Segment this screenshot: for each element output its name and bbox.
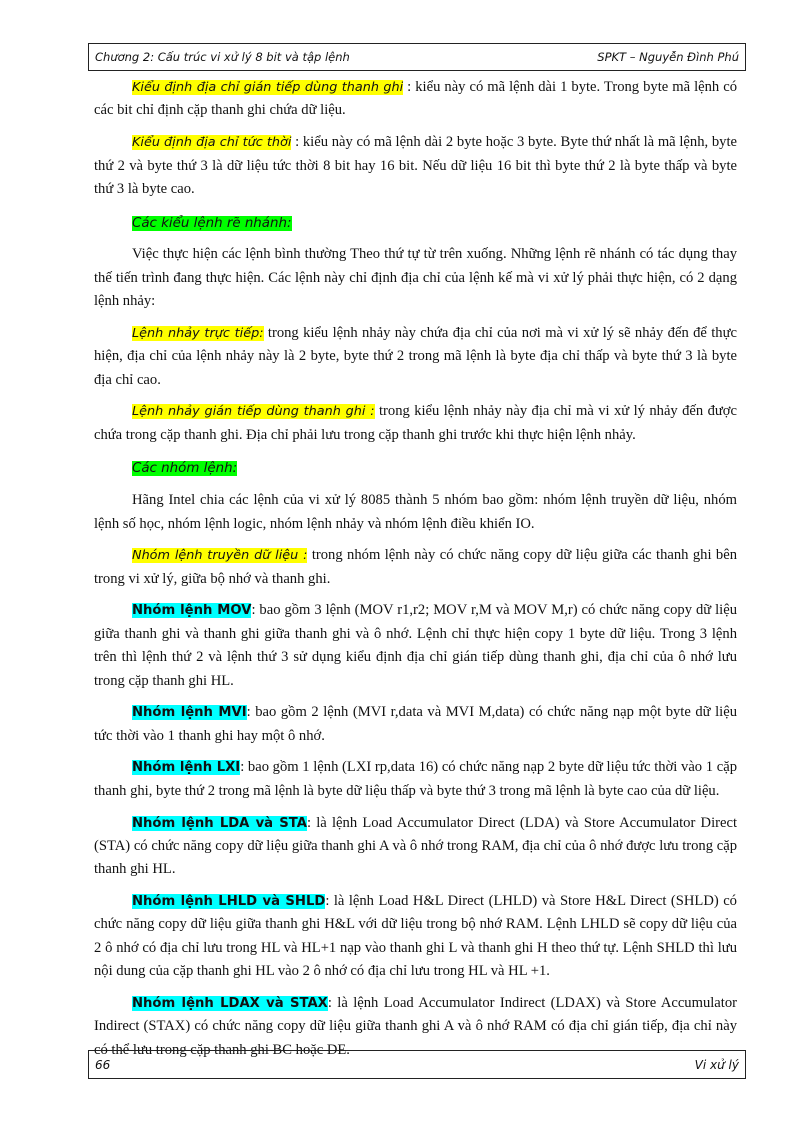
paragraph	[94, 599, 737, 693]
highlighted-term: Lệnh nhảy trực tiếp:	[132, 325, 264, 341]
paragraph-text: : là lệnh Load Accumulator Indirect (LDAX) và Store Accumulator Indirect (STAX) có chức năng copy dữ liệu giữa thanh ghi A và ô nhớ RAM có địa chỉ gián tiếp, địa chỉ này có thể lưu trong cặp thanh ghi BC hoặc DE.	[94, 994, 737, 1058]
page-header	[88, 43, 746, 71]
paragraph	[94, 76, 737, 123]
paragraph	[94, 890, 737, 984]
page-body	[94, 76, 737, 1070]
paragraph	[94, 544, 737, 591]
highlighted-term: Kiểu định địa chỉ gián tiếp dùng thanh ghi	[132, 80, 404, 95]
instruction-group-label: Nhóm lệnh LHLD và SHLD	[132, 894, 326, 910]
paragraph	[94, 812, 737, 882]
highlighted-term: Nhóm lệnh truyền dữ liệu :	[132, 548, 308, 564]
instruction-group-label: Nhóm lệnh LDA và STA	[132, 815, 307, 831]
paragraph-text: trong nhóm lệnh này có chức năng copy dữ liệu giữa các thanh ghi bên trong vi xử lý, giữa bộ nhớ và thanh ghi.	[94, 547, 737, 587]
instruction-group-label: Nhóm lệnh LDAX và STAX	[132, 995, 328, 1011]
paragraph-text: : kiểu này có mã lệnh dài 1 byte. Trong byte mã lệnh có các bit chỉ định cặp thanh ghi chứa dữ liệu.	[94, 79, 737, 119]
paragraph-text: trong kiểu lệnh nhảy này chứa địa chỉ của nơi mà vi xử lý sẽ nhảy đến để thực hiện, địa chỉ của lệnh nhảy này là 2 byte, byte thứ 2 trong mã lệnh là byte địa chỉ thấp và byte thứ 3 là byte địa chỉ cao.	[94, 324, 737, 388]
paragraph	[94, 400, 737, 447]
paragraph	[94, 322, 737, 392]
page-footer	[88, 1050, 746, 1079]
paragraph-text: : bao gồm 1 lệnh (LXI rp,data 16) có chức năng nạp 2 byte dữ liệu tức thời vào 1 cặp thanh ghi, byte thứ 2 trong mã lệnh là byte dữ liệu thấp và byte thứ 3 trong mã lệnh là byte cao của dữ liệu.	[94, 759, 737, 799]
paragraph-text: trong kiểu lệnh nhảy này địa chỉ mà vi xử lý nhảy đến được chứa trong cặp thanh ghi. Địa chỉ phải lưu trong cặp thanh ghi trước khi thực hiện lệnh nhảy.	[94, 403, 737, 443]
paragraph-text: : là lệnh Load H&L Direct (LHLD) và Store H&L Direct (SHLD) có chức năng copy dữ liệu giữa thanh ghi H&L với dữ liệu trong bộ nhớ RAM. Lệnh LHLD sẽ copy dữ liệu của 2 ô nhớ có địa chỉ lưu trong HL và HL+1 nạp vào thanh ghi L và thanh ghi H theo thứ tự. Lệnh SHLD thì lưu nội dung của cặp thanh ghi HL vào 2 ô nhớ có địa chỉ lưu trong HL và HL +1.	[94, 893, 737, 980]
header-author: SPKT – Nguyễn Đình Phú	[597, 50, 739, 64]
paragraph-text: : kiểu này có mã lệnh dài 2 byte hoặc 3 byte. Byte thứ nhất là mã lệnh, byte thứ 2 và byte thứ 3 là dữ liệu tức thời 8 bit hay 16 bit. Nếu dữ liệu 16 bit thì byte thứ 2 là byte thấp và byte thứ 3 là byte cao.	[94, 134, 737, 197]
section-heading	[94, 210, 737, 235]
paragraph	[94, 489, 737, 536]
instruction-group-label: Nhóm lệnh LXI	[132, 760, 241, 776]
highlighted-term: Lệnh nhảy gián tiếp dùng thanh ghi :	[132, 404, 375, 420]
paragraph-text: Hãng Intel chia các lệnh của vi xử lý 8085 thành 5 nhóm bao gồm: nhóm lệnh truyền dữ liệu, nhóm lệnh số học, nhóm lệnh logic, nhóm lệnh nhảy và nhóm lệnh điều khiển IO.	[94, 492, 737, 532]
paragraph	[94, 243, 737, 313]
paragraph-text: : bao gồm 2 lệnh (MVI r,data và MVI M,data) có chức năng nạp một byte dữ liệu tức thời vào 1 thanh ghi hay một ô nhớ.	[94, 704, 738, 744]
highlighted-term: Kiểu định địa chỉ tức thời	[132, 135, 292, 151]
paragraph-text: : là lệnh Load Accumulator Direct (LDA) và Store Accumulator Direct (STA) có chức năng copy dữ liệu giữa thanh ghi A và ô nhớ trong RAM, địa chỉ của ô nhớ được lưu trong cặp thanh ghi HL.	[94, 814, 738, 878]
footer-subject: Vi xử lý	[694, 1057, 739, 1072]
page-number: 66	[95, 1057, 111, 1072]
instruction-group-label: Nhóm lệnh MVI	[132, 705, 247, 721]
instruction-group-label: Nhóm lệnh MOV	[132, 603, 252, 619]
paragraph	[94, 131, 737, 201]
section-heading-text: Các kiểu lệnh rẽ nhánh:	[132, 215, 292, 231]
paragraph	[94, 701, 737, 748]
section-heading-text: Các nhóm lệnh:	[132, 461, 238, 477]
paragraph	[94, 756, 737, 803]
paragraph-text: : bao gồm 3 lệnh (MOV r1,r2; MOV r,M và MOV M,r) có chức năng copy dữ liệu giữa thanh ghi và thanh ghi giữa thanh ghi và ô nhớ. Lệnh chỉ thực hiện copy 1 byte dữ liệu. Trong 3 lệnh trên thì lệnh thứ 2 và lệnh thứ 3 sử dụng kiểu định địa chỉ gián tiếp dùng thanh ghi, địa chỉ của ô nhớ lưu trong cặp thanh ghi HL.	[94, 602, 738, 689]
header-chapter-title: Chương 2: Cấu trúc vi xử lý 8 bit và tập lệnh	[95, 50, 350, 64]
paragraph-text: Việc thực hiện các lệnh bình thường Theo thứ tự từ trên xuống. Những lệnh rẽ nhánh có tác dụng thay thế tiến trình đang thực hiện. Các lệnh này chỉ định địa chỉ của lệnh kế mà vi xử lý phải thực hiện, có 2 dạng lệnh nhảy:	[94, 246, 737, 310]
section-heading	[94, 455, 737, 480]
